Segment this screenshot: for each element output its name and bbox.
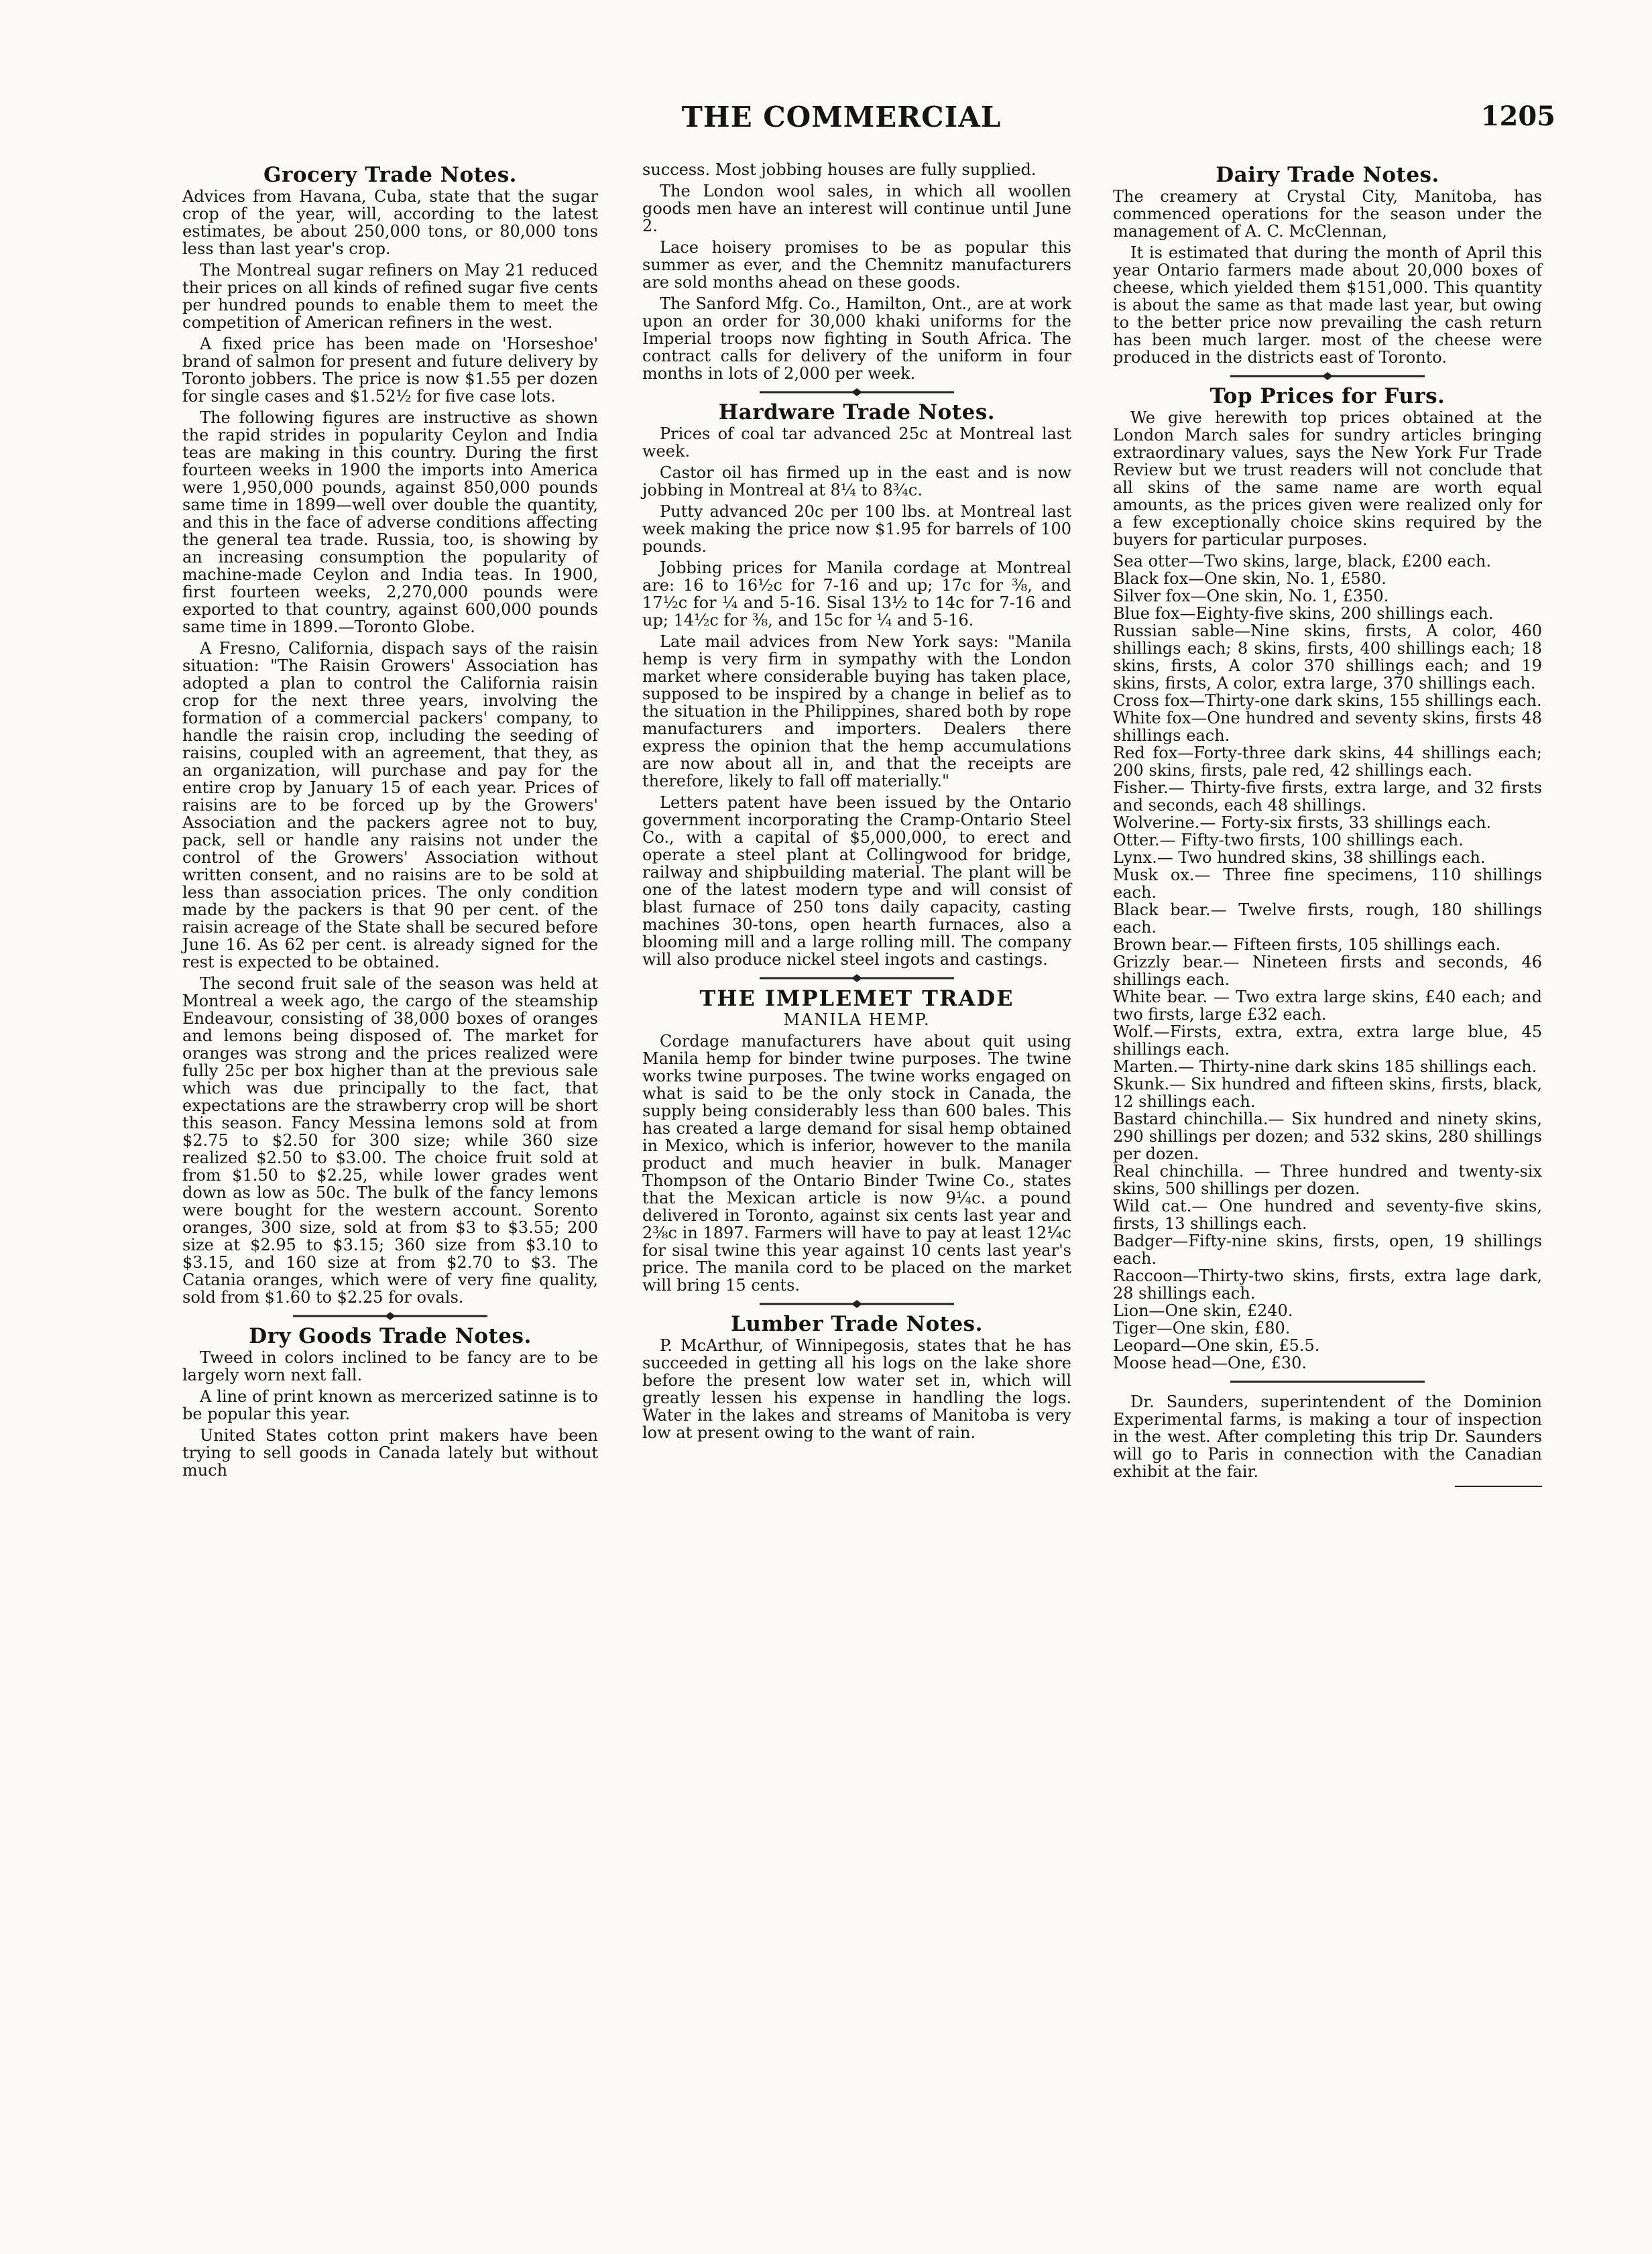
page-number: 1205 — [1480, 101, 1555, 132]
section-divider — [1230, 371, 1425, 381]
subheading-manila-hemp: MANILA HEMP. — [783, 1010, 931, 1029]
fur-price-entry: Black bear.— Twelve firsts, rough, 180 shillings each. — [1113, 900, 1542, 937]
paragraph: A Fresno, California, dispach says of the raisin situation: "The Raisin Growers' Association has adopted a plan to control the California raisin crop for the next three years, involving the formation of a commercial packers' company, to handle the raisin crop, including the seeding of raisins, coupled with an agreement, that they, as an organization, will purchase and pay for the entire crop by January 15 of each year. Prices of raisins are to be forced up by the Growers' Association and the packers agree not to buy, pack, sell or handle any raisins not under the control of the Growers' Association without written consent, and no raisins are to be sold at less than association prices. The only condition made by the packers is that 90 per cent. of the raisin acreage of the State shall be secured before June 16. As 62 per cent. is already signed for the rest is expected to be obtained. — [182, 639, 598, 971]
fur-price-entry: Wolf.—Firsts, extra, extra, extra large blue, 45 shillings each. — [1113, 1022, 1542, 1059]
fur-price-entry: Fisher.— Thirty-five firsts, extra large, and 32 firsts and seconds, each 48 shillings. — [1113, 778, 1542, 815]
paragraph: Castor oil has firmed up in the east and is now jobbing in Montreal at 8¼ to 8¾c. — [642, 463, 1071, 499]
section-heading-grocery: Grocery Trade Notes. — [263, 163, 517, 187]
column-3 — [1113, 161, 1542, 1487]
paragraph: The London wool sales, in which all woollen goods men have an interest will continue until June 2. — [642, 182, 1071, 235]
fur-price-entry: Russian sable—Nine skins, firsts, A color, 460 shillings each; 8 skins, firsts, 400 shillings each; 18 skins, firsts, A color 370 shillings each; and 19 skins, firsts, A color, extra large, 370 shillings each. — [1113, 621, 1542, 693]
section-heading-dry-goods: Dry Goods Trade Notes. — [249, 1324, 532, 1348]
fur-price-entry: Lynx.— Two hundred skins, 38 shillings each. — [1113, 848, 1486, 867]
paragraph: United States cotton print makers have been trying to sell goods in Canada lately but without much — [182, 1426, 598, 1480]
paragraph: Late mail advices from New York says: "Manila hemp is very firm in sympathy with the London market where considerable buying has taken place, supposed to be inspired by a change in belief as to the situation in the Philippines, shared both by rope manufacturers and importers. Dealers there express the opinion that the hemp accumulations are now about all in, and that the receipts are therefore, likely to fall off materially." — [642, 632, 1071, 790]
fur-price-entry: Raccoon—Thirty-two skins, firsts, extra lage dark, 28 shillings each. — [1113, 1266, 1542, 1303]
fur-price-entry: Blue fox—Eighty-five skins, 200 shillings each. — [1113, 604, 1494, 623]
fur-price-entry: Cross fox—Thirty-one dark skins, 155 shillings each. — [1113, 691, 1542, 710]
section-divider — [293, 1311, 487, 1321]
fur-price-entry: Leopard—One skin, £5.5. — [1113, 1336, 1320, 1355]
fur-price-entry: Black fox—One skin, No. 1, £580. — [1113, 569, 1386, 588]
paragraph: success. Most jobbing houses are fully supplied. — [642, 160, 1037, 179]
column-2 — [642, 161, 1071, 1445]
fur-price-entry: Otter.— Fifty-two firsts, 100 shillings each. — [1113, 831, 1464, 849]
paragraph: A fixed price has been made on 'Horseshoe' brand of salmon for present and future delivery by Toronto jobbers. The price is now $1.55 per dozen for single cases and $1.52½ for five case lots. — [182, 335, 598, 406]
paragraph: We give herewith top prices obtained at the London March sales for sundry articles bringing extraordinary values, says the New York Fur Trade Review but we trust readers will not conclude that all skins of the same name are worth equal amounts, as the prices given were realized only for a few exceptionally choice skins required by the buyers for particular purposes. — [1113, 408, 1542, 549]
paragraph: Lace hoisery promises to be as popular this summer as ever, and the Chemnitz manufacturers are sold months ahead on these goods. — [642, 238, 1071, 292]
paragraph: Dr. Saunders, superintendent of the Dominion Experimental farms, is making a tour of inspection in the west. After completing this trip Dr. Saunders will go to Paris in connection with the Canadian exhibit at the fair. — [1113, 1392, 1542, 1481]
fur-price-entry: Moose head—One, £30. — [1113, 1354, 1307, 1372]
section-heading-dairy: Dairy Trade Notes. — [1216, 163, 1439, 187]
paragraph: The creamery at Crystal City, Manitoba, has commenced operations for the season under the management of A. C. McClennan, — [1113, 187, 1542, 241]
section-divider — [760, 973, 954, 983]
fur-price-entry: Wild cat.— One hundred and seventy-five skins, firsts, 13 shillings each. — [1113, 1197, 1542, 1233]
paragraph: Cordage manufacturers have about quit using Manila hemp for binder twine purposes. The twine works twine purposes. The twine works engaged on what is said to be the only stock in Canada, the supply being considerably less than 600 bales. This has created a large demand for sisal hemp obtained in Mexico, which is inferior, however to the manila product and much heavier in bulk. Manager Thompson of the Ontario Binder Twine Co., states that the Mexican article is now 9¼c. a pound delivered in Toronto, against six cents last year and 2⅜c in 1897. Farmers will have to pay at least 12¼c for sisal twine this year against 10 cents last year's price. The manila cord to be placed on the market will bring 15 cents. — [642, 1032, 1071, 1295]
section-divider — [1230, 1377, 1425, 1386]
paragraph: The following figures are instructive as shown the rapid strides in popularity Ceylon and India teas are making in this country. During the first fourteen weeks in 1900 the imports into America were 1,950,000 pounds, against 850,000 pounds same time in 1899—well over double the quantity, and this in the face of adverse conditions affecting the general tea trade. Russia, too, is showing by an increasing consumption the popularity of machine-made Ceylon and India teas. In 1900, first fourteen weeks, 2,270,000 pounds were exported to that country, against 600,000 pounds same time in 1899.—Toronto Globe. — [182, 408, 598, 636]
paragraph: Letters patent have been issued by the Ontario government incorporating the Cramp-Ontario Steel Co., with a capital of $5,000,000, to erect and operate a steel plant at Collingwood for bridge, railway and shipbuilding material. The plant will be one of the latest modern type and will consist of blast furnace of 250 tons daily capacity, casting machines 30-tons, open hearth furnaces, also a blooming mill and a large rolling mill. The company will also produce nickel steel ingots and castings. — [642, 793, 1071, 969]
section-heading-lumber: Lumber Trade Notes. — [731, 1312, 983, 1336]
fur-price-entry: Real chinchilla. — Three hundred and twenty-six skins, 500 shillings per dozen. — [1113, 1162, 1542, 1198]
paragraph: Prices of coal tar advanced 25c at Montreal last week. — [642, 424, 1071, 461]
fur-price-entry: Sea otter—Two skins, large, black, £200 each. — [1113, 552, 1491, 571]
fur-price-entry: Musk ox.— Three fine specimens, 110 shillings each. — [1113, 866, 1542, 902]
fur-price-entry: Grizzly bear.— Nineteen firsts and seconds, 46 shillings each. — [1113, 953, 1542, 989]
fur-price-entry: Lion—One skin, £240. — [1113, 1301, 1293, 1320]
paragraph: A line of print known as mercerized satinne is to be popular this year. — [182, 1387, 598, 1423]
fur-price-entry: Red fox—Forty-three dark skins, 44 shillings each; 200 skins, firsts, pale red, 42 shillings each. — [1113, 744, 1542, 780]
end-rule — [1455, 1486, 1542, 1487]
paragraph: Advices from Havana, Cuba, state that the sugar crop of the year, will, according to the latest estimates, be about 250,000 tons, or 80,000 tons less than last year's crop. — [182, 187, 598, 258]
fur-price-entry: Tiger—One skin, £80. — [1113, 1319, 1291, 1338]
fur-price-entry: Silver fox—One skin, No. 1, £350. — [1113, 587, 1389, 605]
fur-price-entry: Skunk.— Six hundred and fifteen skins, firsts, black, 12 shillings each. — [1113, 1075, 1542, 1111]
fur-price-entry: Wolverine.— Forty-six firsts, 33 shillings each. — [1113, 813, 1492, 832]
fur-price-entry: White fox—One hundred and seventy skins, firsts 48 shillings each. — [1113, 709, 1542, 745]
paragraph: Putty advanced 20c per 100 lbs. at Montreal last week making the price now $1.95 for barrels of 100 pounds. — [642, 502, 1071, 556]
section-heading-hardware: Hardware Trade Notes. — [718, 400, 996, 424]
running-head — [148, 101, 1555, 147]
section-heading-implement: THE IMPLEMET TRADE — [699, 986, 1014, 1011]
paragraph: The Sanford Mfg. Co., Hamilton, Ont., are at work upon an order for 30,000 khaki uniforms for the Imperial troops now fighting in South Africa. The contract calls for delivery of the uniform in four months in lots of 2,000 per week. — [642, 294, 1071, 383]
paragraph: The second fruit sale of the season was held at Montreal a week ago, the cargo of the steamship Endeavour, consisting of 38,000 boxes of oranges and lemons being disposed of. The market for oranges was strong and the prices realized were fully 25c per box higher than at the previous sale which was due principally to the fact, that expectations are the strawberry crop will be short this season. Fancy Messina lemons sold at from $2.75 to $2.50 for 300 size; while 360 size realized $2.50 to $3.00. The choice fruit sold at from $1.50 to $2.25, while lower grades went down as low as 50c. The bulk of the fancy lemons were bought for the western account. Sorento oranges, 300 size, sold at from $3 to $3.55; 200 size at $2.95 to $3.15; 360 size from $3.10 to $3.15, and 160 size at from $2.70 to $3. The Catania oranges, which were of very fine quality, sold from $1.60 to $2.25 for ovals. — [182, 974, 598, 1307]
paragraph: The Montreal sugar refiners on May 21 reduced their prices on all kinds of refined sugar five cents per hundred pounds to enable them to meet the competition of American refiners in the west. — [182, 261, 598, 332]
section-divider — [760, 388, 954, 397]
fur-price-entry: White bear. — Two extra large skins, £40 each; and two firsts, large £32 each. — [1113, 988, 1542, 1024]
journal-title: THE COMMERCIAL — [681, 101, 1002, 133]
paragraph: P. McArthur, of Winnipegosis, states that he has succeeded in getting all his logs on the lake shore before the present low water set in, which will greatly lessen his expense in handling the logs. Water in the lakes and streams of Manitoba is very low at present owing to the want of rain. — [642, 1336, 1071, 1442]
fur-price-entry: Bastard chinchilla.— Six hundred and ninety skins, 290 shillings per dozen; and 532 skins, 280 shillings per dozen. — [1113, 1110, 1542, 1163]
fur-price-entry: Marten.— Thirty-nine dark skins 185 shillings each. — [1113, 1057, 1537, 1076]
paragraph: It is estimated that during the month of April this year Ontario farmers made about 20,000 boxes of cheese, which yielded them $151,000. This quantity is about the same as that made last year, but owing to the better price now prevailing the cash return has been much larger. most of the cheese were produced in the districts east of Toronto. — [1113, 243, 1542, 367]
fur-price-entry: Badger—Fifty-nine skins, firsts, open, 19 shillings each. — [1113, 1232, 1542, 1268]
paragraph: Jobbing prices for Manila cordage at Montreal are: 16 to 16½c for 7-16 and up; 17c for ⅜, and 17½c for ¼ and 5-16. Sisal 13½ to 14c for 7-16 and up; 14½c for ⅜, and 15c for ¼ and 5-16. — [642, 558, 1071, 630]
fur-price-entry: Brown bear.— Fifteen firsts, 105 shillings each. — [1113, 935, 1501, 954]
section-divider — [760, 1299, 954, 1309]
section-heading-furs: Top Prices for Furs. — [1210, 384, 1446, 408]
paragraph: Tweed in colors inclined to be fancy are to be largely worn next fall. — [182, 1348, 598, 1384]
column-1 — [182, 161, 598, 1483]
